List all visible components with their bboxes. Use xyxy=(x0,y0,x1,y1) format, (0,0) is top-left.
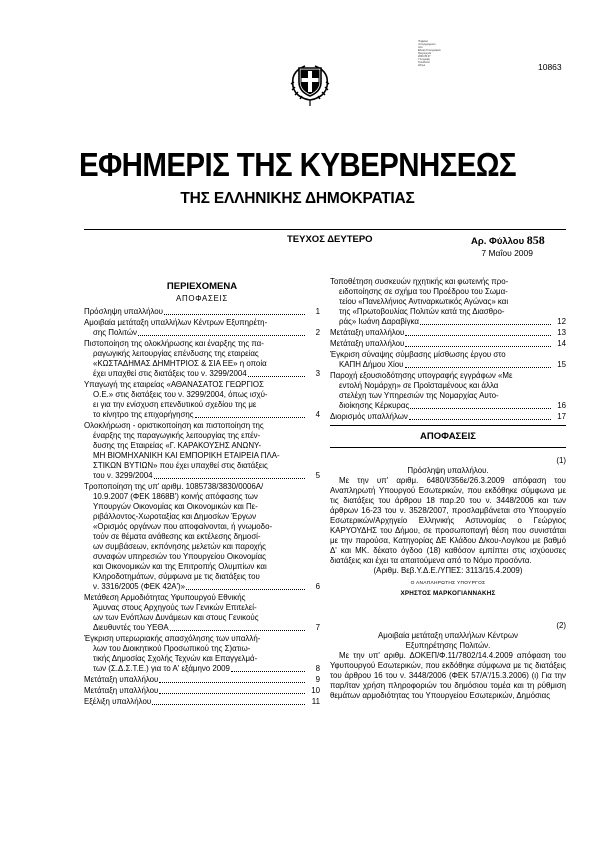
contents-leader-dots xyxy=(405,335,551,336)
contents-item-line xyxy=(84,369,320,379)
contents-item xyxy=(84,634,320,674)
contents-item-text: Εξέλιξη υπαλλήλου xyxy=(84,697,152,706)
contents-item-line xyxy=(330,401,566,411)
stamp-line: Υπογραφή xyxy=(418,58,430,61)
contents-item-line: Υπουργών Οικονομίας και Οικονομικών και Πε- xyxy=(93,502,258,511)
contents-leader-dots xyxy=(164,314,305,315)
contents-item-text: ΚΑΠΗ Δήμου Χίου xyxy=(339,360,404,369)
contents-item-line: ριβάλλοντος-Χωροταξίας και Δημοσίων Έργων xyxy=(93,512,257,521)
contents-page-number: 6 xyxy=(315,582,320,591)
contents-item xyxy=(84,482,320,592)
contents-leader-dots xyxy=(154,478,305,479)
issue-date: 7 Μαΐου 2009 xyxy=(481,248,533,258)
stamp-line: Αθήνα xyxy=(418,64,426,67)
header-divider xyxy=(84,229,566,230)
contents-leader-dots xyxy=(159,682,305,683)
contents-item-line xyxy=(84,582,320,592)
contents-item-line: τούν σε θέματα ανάθεσης και εκτέλεσης δημοσί- xyxy=(93,532,261,541)
gazette-title: ΕΦΗΜΕΡΙΣ ΤΗΣ ΚΥΒΕΡΝΗΣΕΩΣ xyxy=(78,146,517,184)
contents-item xyxy=(330,350,566,370)
stamp-line: 2009.05.07 xyxy=(418,55,431,58)
contents-item-line: Αμοιβαία μετάταξη υπαλλήλων Κέντρων Εξυπηρέτη- xyxy=(84,318,268,327)
digital-signature-stamp xyxy=(418,40,462,67)
contents-item xyxy=(84,307,320,317)
contents-item-text: ν. 3316/2005 (ΦΕΚ 42Α')» xyxy=(93,582,186,591)
decision-1-signer-name: ΧΡΗΣΤΟΣ ΜΑΡΚΟΓΙΑΝΝΑΚΗΣ xyxy=(400,590,496,597)
contents-title: ΠΕΡΙΕΧΟΜΕΝΑ xyxy=(166,281,238,292)
contents-item-line xyxy=(84,410,320,420)
contents-leader-dots xyxy=(231,671,305,672)
contents-item-line: συναφών υπηρεσιών του Υπουργείου Οικονομίας xyxy=(93,552,266,561)
contents-item-text: Μετάταξη υπαλλήλου xyxy=(330,339,405,348)
contents-item-line: 10.9.2007 (ΦΕΚ 1868Β') κοινής απόφασης των xyxy=(93,492,258,501)
issue-label: ΤΕΥΧΟΣ ΔΕΥΤΕΡΟ xyxy=(287,234,373,245)
contents-item-text: Πρόσληψη υπαλλήλου xyxy=(84,307,164,316)
contents-item-text: Μετάταξη υπαλλήλου xyxy=(84,686,159,695)
decision-2-heading-line2: Εξυπηρέτησης Πολιτών. xyxy=(405,641,491,650)
contents-leader-dots xyxy=(195,417,305,418)
contents-page-number: 11 xyxy=(311,697,320,706)
contents-leader-dots xyxy=(152,704,305,705)
contents-item-line xyxy=(330,328,566,338)
contents-page-number: 2 xyxy=(315,328,320,337)
sheet-value: 858 xyxy=(526,233,545,247)
sheet-number xyxy=(471,233,545,248)
contents-page-number: 17 xyxy=(557,412,566,421)
contents-page-number: 13 xyxy=(557,328,566,337)
contents-item-text: ράς» Ιωάνη Δαραβίγκα xyxy=(339,317,419,326)
contents-item-line: Έγκριση σύναψης σύμβασης μίσθωσης έργου στο xyxy=(330,350,506,359)
stamp-line: Ημερομηνία xyxy=(418,52,432,55)
decision-2-heading-line1: Αμοιβαία μετάταξη υπαλλήλων Κέντρων xyxy=(378,631,518,640)
stamp-line: Ψηφιακά xyxy=(418,40,428,43)
contents-item xyxy=(84,339,320,379)
contents-page-number: 10 xyxy=(311,686,320,695)
contents-item-line xyxy=(84,328,320,338)
contents-item xyxy=(84,380,320,420)
stamp-line: από xyxy=(418,46,423,49)
contents-left-column xyxy=(84,282,320,708)
contents-page-number: 5 xyxy=(315,471,320,480)
contents-page-number: 12 xyxy=(557,317,566,326)
contents-item-text: του ν. 3299/2004 xyxy=(93,471,153,480)
contents-item-line: Τροποποίηση της υπ' αριθμ. 1085738/3830/0006Α/ xyxy=(84,482,264,491)
decision-2-number: (2) xyxy=(556,621,566,630)
contents-item-text: διοίκησης Κέρκυρας xyxy=(339,401,410,410)
contents-item-line: δυσης της Εταιρείας «Γ. ΚΑΡΑΚΟΥΣΗΣ ΑΝΩΝΥ- xyxy=(93,441,262,450)
contents-item-text: των (Σ.Δ.Σ.Τ.Ε.) για το Α' εξάμηνο 2009 xyxy=(93,664,230,673)
contents-page-number: 8 xyxy=(315,664,320,673)
contents-item xyxy=(84,421,320,481)
sheet-label: Αρ. Φύλλου xyxy=(471,236,525,247)
contents-page-number: 1 xyxy=(315,307,320,316)
contents-leader-dots xyxy=(159,693,305,694)
contents-item-line: Μετάθεση Αρμοδιότητας Υφυπουργού Εθνικής xyxy=(84,593,246,602)
right-column xyxy=(330,277,566,701)
contents-item xyxy=(84,318,320,338)
contents-leader-dots xyxy=(410,408,551,409)
contents-leader-dots xyxy=(405,367,551,368)
contents-item-line: Ο.Ε.» στις διατάξεις του ν. 3299/2004, όπως ισχύ- xyxy=(93,390,268,399)
contents-item-text: Μετάταξη υπαλλήλου xyxy=(330,328,405,337)
contents-item-line: στελέχη των Υπηρεσιών της Νομαρχίας Αυτο- xyxy=(339,391,499,400)
contents-item-line xyxy=(84,697,320,707)
decision-1-signer-role: Ο ΑΝΑΠΛΗΡΩΤΗΣ ΥΠΟΥΡΓΟΣ xyxy=(410,581,486,586)
contents-item xyxy=(330,371,566,411)
contents-leader-dots xyxy=(420,324,551,325)
contents-item-line xyxy=(84,675,320,685)
contents-item-line: και Οικονομικών και της Επιτροπής Ολυμπίων και xyxy=(93,562,267,571)
contents-item-text: Διορισμός υπαλλήλων xyxy=(330,412,408,421)
contents-item-line: τείου «Πανελλήνιος Αντιναρκωτικός Αγώνας» και xyxy=(339,297,509,306)
contents-item-line: της «Πρωτοβουλίας Πολιτών κατά της Διασθρο- xyxy=(339,307,505,316)
contents-item-line: ειδοποίησης σε σχήμα του Προέδρου του Σωμα- xyxy=(339,287,508,296)
stamp-line: Τοποθεσία xyxy=(418,61,430,64)
decision-1-heading: Πρόσληψη υπαλλήλου. xyxy=(407,466,489,475)
contents-leader-dots xyxy=(405,346,551,347)
contents-page-number: 15 xyxy=(557,360,566,369)
contents-page-number: 4 xyxy=(315,410,320,419)
contents-item-line: Υπαγωγή της εταιρείας «ΑΘΑΝΑΣΑΤΟΣ ΓΕΩΡΓΙΟΣ xyxy=(84,380,264,389)
contents-item-line xyxy=(330,412,566,422)
contents-item-line: Άμυνας στους Αρχηγούς των Γενικών Επιτελεί- xyxy=(93,603,257,612)
decision-1-number: (1) xyxy=(556,456,566,465)
stamp-line: υπογεγραμμένο xyxy=(418,43,436,46)
contents-page-number: 3 xyxy=(315,369,320,378)
stamp-line: Εθνικό Τυπογραφείο xyxy=(418,49,441,52)
contents-page-number: 9 xyxy=(315,675,320,684)
gazette-subtitle: ΤΗΣ ΕΛΛΗΝΙΚΗΣ ΔΗΜΟΚΡΑΤΙΑΣ xyxy=(180,190,415,207)
contents-item xyxy=(330,328,566,338)
contents-item-line: Ολοκλήρωση - οριστικοποίηση και πιστοποίηση της xyxy=(84,421,264,430)
contents-item-line: «ΚΩΣΤΑΔΗΜΑΣ ΔΗΜΗΤΡΙΟΣ & ΣΙΑ ΕΕ» η οποία xyxy=(93,359,267,368)
contents-item xyxy=(330,412,566,422)
contents-item xyxy=(84,686,320,696)
page-number: 10863 xyxy=(538,62,562,72)
contents-item-text: Διευθυντές του ΥΕΘΑ xyxy=(93,623,169,632)
contents-page-number: 7 xyxy=(315,623,320,632)
contents-item-line: έναρξης της παραγωγικής λειτουργίας της επέν- xyxy=(93,431,261,440)
contents-item-line: Τοποθέτηση συσκευών ηχητικής και φωτεινής προ- xyxy=(330,277,509,286)
contents-list xyxy=(84,307,320,707)
contents-end-divider xyxy=(330,425,566,426)
contents-page-number: 14 xyxy=(557,339,566,348)
decision-2-text: Με την υπ' αριθμ. ΔΟΚΕΠ/Φ.11/7802/14.4.2009 απόφαση του Υφυπουργού Εσωτερικών, που εκδόθηκε σύμφωνα με τις διατάξεις του άρθρου 16 του ν. 3448/2006 (ΦΕΚ 57/Α'/15.3.2006) (ι) Για την παρ/ίταν χρήση πληροφοριών του δημόσιου τομέα και τη ρύθμιση θεμάτων αρμοδιότητας του Υπουργείου Εσωτερικών, Δημόσιας xyxy=(330,651,566,700)
contents-item-line xyxy=(84,686,320,696)
contents-item-line: ων συμβάσεων, εκπόνησης μελετών και παροχής xyxy=(93,542,266,551)
decision-1-reference: (Αριθμ. Βεβ.Υ.Δ.Ε./ΥΠΕΣ: 3113/15.4.2009) xyxy=(373,566,523,575)
contents-item-line: ει για την ενίσχυση επενδυτικού σχεδίου της με xyxy=(93,400,257,409)
contents-item-line: Παροχή εξουσιοδότησης υπογραφής εγγράφων «Με xyxy=(330,371,513,380)
decision-1-text: Με την υπ' αριθμ. 6480/Ι/356ε/26.3.2009 απόφαση του Αναπληρωτή Υπουργού Εσωτερικών, που εκδόθηκε σύμφωνα με τις διατάξεις του άρθρου 18 παρ.20 του ν. 3448/2006 και των άρθρων 16-23 του ν. 3528/2007, προσλαμβάνεται στο Υπουργείο Εσωτερικών/Αρχηγείο Ελληνικής Αστυνομίας ο Γεώργιος ΚΑΡΥΟΥΔΗΣ του Δήμου, σε προσωποπαγή θέση που συνιστάται με την παρούσα, Κατηγορίας ΔΕ Κλάδου Δ/κου-Λογ/κου με βαθμό Δ' και ΜΚ. δέκατο όγδοο (18) καθόσον εμπίπτει στις ισχύουσες διατάξεις και έχει τα απαιτούμενα από το Νόμο προσόντα. xyxy=(330,476,566,565)
contents-subtitle: ΑΠΟΦΑΣΕΙΣ xyxy=(176,294,228,303)
contents-item-line xyxy=(330,360,566,370)
contents-item xyxy=(84,675,320,685)
decisions-title: ΑΠΟΦΑΣΕΙΣ xyxy=(420,431,476,442)
contents-item-line xyxy=(84,307,320,317)
contents-item-line: ΜΗ ΒΙΟΜΗΧΑΝΙΚΗ ΚΑΙ ΕΜΠΟΡΙΚΗ ΕΤΑΙΡΕΙΑ ΠΛΑ- xyxy=(93,451,280,460)
contents-item-text: Μετάταξη υπαλλήλου xyxy=(84,675,159,684)
contents-item-line xyxy=(84,471,320,481)
contents-leader-dots xyxy=(248,376,305,377)
contents-page-number: 16 xyxy=(557,401,566,410)
contents-item xyxy=(330,339,566,349)
contents-item-text: το κίνητρο της επιχορήγησης xyxy=(93,410,194,419)
contents-item-line: Έγκριση υπερωριακής απασχόλησης των υπαλλή- xyxy=(84,634,261,643)
contents-item xyxy=(330,277,566,327)
contents-item-line: λων του Διοικητικού Προσωπικού της Σ)ατιω- xyxy=(93,644,251,653)
contents-item-line: Πιστοποίηση της ολοκλήρωσης και έναρξης της πα- xyxy=(84,339,264,348)
contents-item-line xyxy=(84,664,320,674)
contents-item-line: ΣΤΙΚΩΝ ΒΥΤΙΩΝ» που έχει υπαχθεί στις διατάξεις xyxy=(93,461,268,470)
contents-leader-dots xyxy=(186,589,305,590)
contents-leader-dots xyxy=(138,335,305,336)
contents-item-text: έχει υπαχθεί στις διατάξεις του ν. 3299/2004 xyxy=(93,369,247,378)
decisions-divider xyxy=(330,447,566,448)
contents-item-line xyxy=(330,339,566,349)
contents-leader-dots xyxy=(409,419,551,420)
contents-item xyxy=(84,593,320,633)
contents-leader-dots xyxy=(170,630,305,631)
contents-item xyxy=(84,697,320,707)
contents-item-line: ραγωγικής λειτουργίας επένδυσης της εταιρείας xyxy=(93,349,259,358)
contents-item-line: «Ορισμός οργάνων που αποφαίνονται, ή γνωμοδο- xyxy=(93,522,273,531)
contents-list-continued xyxy=(330,277,566,422)
contents-item-line: ων των Ενόπλων Δυνάμεων και στους Γενικούς xyxy=(93,613,259,622)
contents-item-line: Κληροδοτημάτων, σύμφωνα με τις διατάξεις του xyxy=(93,572,260,581)
contents-item-line xyxy=(84,623,320,633)
contents-item-text: σης Πολιτών xyxy=(93,328,137,337)
coat-of-arms-icon xyxy=(285,60,335,127)
contents-item-line: εντολή Νομάρχη» σε Προϊσταμένους και άλλα xyxy=(339,381,499,390)
contents-item-line: τικής Δημοσίας Σχολής Τεχνών και Επαγγελμά- xyxy=(93,654,258,663)
contents-item-line xyxy=(330,317,566,327)
